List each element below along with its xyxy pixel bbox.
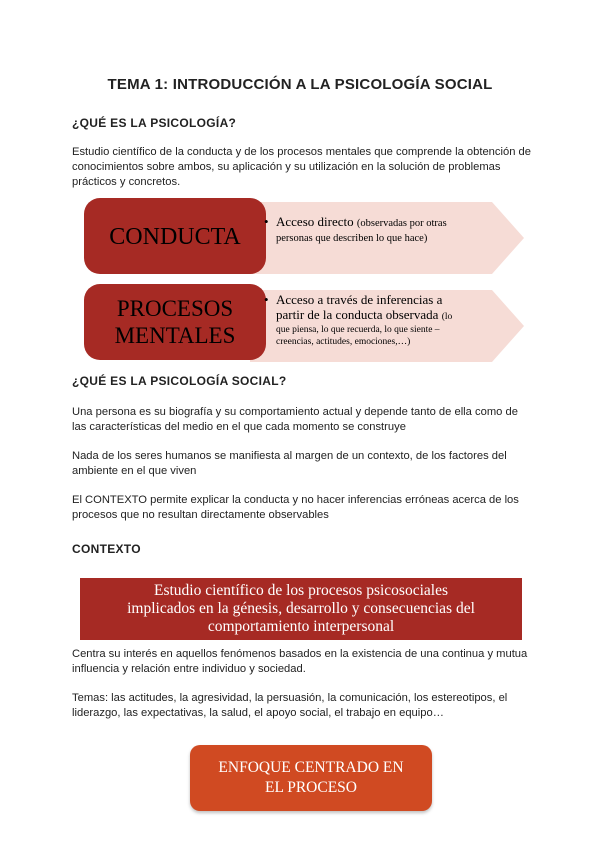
paragraph-interes [72, 647, 532, 677]
svg-text:partir de la conducta observad [276, 307, 452, 322]
text-line: liderazgo, las expectativas, la salud, el apoyo social, el trabajo en equipo… [72, 707, 444, 719]
conducta-label: CONDUCTA [109, 224, 241, 250]
text-line: ambiente en el que viven [72, 465, 197, 477]
inferencias-line-2: partir de la conducta observada [276, 307, 439, 322]
section-heading-contexto: CONTEXTO [72, 542, 141, 556]
paragraph-contexto-explicar [72, 493, 532, 523]
text-line: Centra su interés en aquellos fenómenos basados en la existencia de una continua y mutua [72, 648, 528, 660]
inferencias-note-4: creencias, actitudes, emociones,…) [276, 337, 411, 347]
banner-line: implicados en la génesis, desarrollo y consecuencias del [127, 600, 475, 617]
text-line: procesos que no resultan directamente observables [72, 509, 329, 521]
text-line: prácticos y concretos. [72, 176, 181, 188]
bullet-dot: • [264, 292, 269, 307]
banner-line: comportamiento interpersonal [207, 618, 395, 635]
button-line: ENFOQUE CENTRADO EN [218, 759, 404, 776]
text-line: Nada de los seres humanos se manifiesta al margen de un contexto, de los factores del [72, 450, 507, 462]
acceso-directo-note: (observadas por otras [356, 218, 447, 229]
page-title: TEMA 1: INTRODUCCIÓN A LA PSICOLOGÍA SOCIAL [107, 76, 493, 93]
banner-line: Estudio científico de los procesos psicosociales [153, 582, 448, 599]
procesos-label: PROCESOS [116, 296, 234, 321]
definition-banner [80, 578, 522, 640]
text-line: las características del medio en el que cada momento se construye [72, 421, 406, 433]
inferencias-note-3: que piensa, lo que recuerda, lo que siente – [276, 325, 440, 335]
paragraph-contexto-humanos [72, 449, 532, 479]
conducta-procesos-diagram [80, 196, 530, 364]
bullet-dot: • [264, 214, 269, 229]
definition-paragraph [72, 145, 532, 190]
text-line: conocimientos sobre ambos, su aplicación y su utilización en la solución de problemas [72, 161, 501, 173]
enfoque-proceso-button [190, 745, 432, 811]
text-line: Estudio científico de la conducta y de los procesos mentales que comprende la obtención de [72, 146, 531, 158]
text-line: influencia y relación entre individuo y sociedad. [72, 663, 306, 675]
inferencias-note-start: (lo [441, 312, 453, 322]
inferencias-line-1: Acceso a través de inferencias a [276, 292, 443, 307]
text-line: El CONTEXTO permite explicar la conducta y no hacer inferencias erróneas acerca de los [72, 494, 519, 506]
mentales-label: MENTALES [114, 323, 236, 348]
acceso-directo-text: Acceso directo [276, 214, 354, 229]
paragraph-temas [72, 691, 532, 721]
paragraph-biografia [72, 405, 532, 435]
text-line: Una persona es su biografía y su comportamiento actual y depende tanto de ella como de [72, 406, 518, 418]
acceso-directo-note-2: personas que describen lo que hace) [276, 233, 428, 244]
text-line: Temas: las actitudes, la agresividad, la persuasión, la comunicación, los estereotipos, el [72, 692, 508, 704]
button-line: EL PROCESO [264, 779, 357, 796]
section-heading-psicologia: ¿QUÉ ES LA PSICOLOGÍA? [72, 116, 237, 130]
section-heading-psicologia-social: ¿QUÉ ES LA PSICOLOGÍA SOCIAL? [72, 374, 287, 388]
